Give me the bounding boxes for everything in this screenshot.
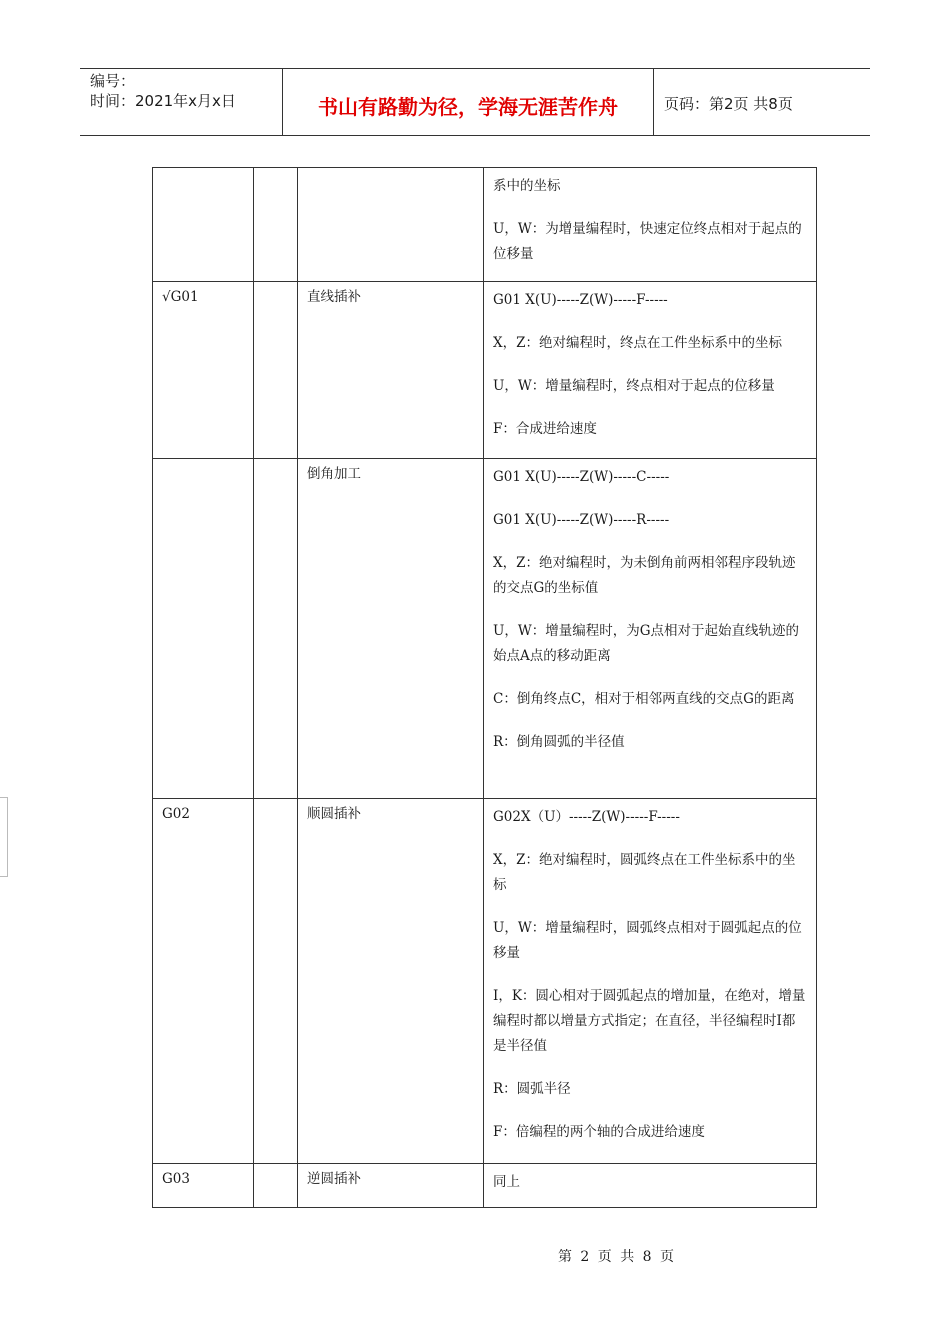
description-line: G01 X(U)-----Z(W)-----F----- bbox=[493, 292, 668, 308]
instruction-description-cell bbox=[484, 799, 817, 1164]
instruction-code-cell-text: G03 bbox=[162, 1171, 190, 1187]
description-line: F：合成进给速度 bbox=[493, 421, 597, 437]
instruction-description-cell bbox=[484, 282, 817, 459]
instruction-name-cell bbox=[298, 282, 484, 459]
page-footer: 第 2 页 共 8 页 bbox=[557, 1249, 677, 1265]
instruction-table bbox=[152, 167, 817, 1208]
header-motto: 书山有路勤为径，学海无涯苦作舟 bbox=[282, 69, 654, 135]
description-line: U，W：增量编程时，为G点相对于起始直线轨迹的始点A点的移动距离 bbox=[493, 623, 800, 664]
table-row bbox=[153, 282, 817, 459]
instruction-code-cell bbox=[153, 168, 254, 282]
description-line: 系中的坐标 bbox=[493, 178, 561, 194]
instruction-name-cell-text: 倒角加工 bbox=[307, 466, 361, 482]
instruction-code-cell-text: G02 bbox=[162, 806, 190, 822]
instruction-code-cell bbox=[153, 1164, 254, 1208]
description-line: U，W：增量编程时，圆弧终点相对于圆弧起点的位移量 bbox=[493, 920, 802, 961]
instruction-blank-cell-text bbox=[254, 282, 297, 288]
description-line: G01 X(U)-----Z(W)-----C----- bbox=[493, 469, 670, 485]
instruction-code-cell bbox=[153, 459, 254, 799]
instruction-table-body bbox=[153, 168, 817, 1208]
instruction-name-cell-text bbox=[298, 168, 483, 174]
description-line: G01 X(U)-----Z(W)-----R----- bbox=[493, 512, 670, 528]
instruction-name-cell bbox=[298, 1164, 484, 1208]
instruction-name-cell bbox=[298, 168, 484, 282]
description-line: 同上 bbox=[493, 1174, 520, 1190]
description-line: X，Z：绝对编程时，圆弧终点在工件坐标系中的坐标 bbox=[493, 852, 796, 893]
document-number-label: 编号： bbox=[90, 72, 136, 90]
side-margin-mark bbox=[0, 797, 8, 877]
table-row bbox=[153, 1164, 817, 1208]
description-line: C：倒角终点C，相对于相邻两直线的交点G的距离 bbox=[493, 691, 795, 707]
description-line: F：倍编程的两个轴的合成进给速度 bbox=[493, 1124, 705, 1140]
instruction-description-cell bbox=[484, 168, 817, 282]
description-paragraphs bbox=[484, 168, 816, 275]
instruction-code-cell-text bbox=[153, 168, 253, 174]
instruction-code-cell bbox=[153, 799, 254, 1164]
description-line: R：圆弧半径 bbox=[493, 1081, 571, 1097]
instruction-code-cell bbox=[153, 282, 254, 459]
instruction-blank-cell-text bbox=[254, 1164, 297, 1170]
description-line: U，W：为增量编程时，快速定位终点相对于起点的位移量 bbox=[493, 221, 802, 262]
instruction-name-cell bbox=[298, 799, 484, 1164]
instruction-blank-cell bbox=[254, 282, 298, 459]
instruction-blank-cell-text bbox=[254, 799, 297, 805]
header-page-info: 页码：第2页 共8页 bbox=[664, 95, 793, 113]
description-line: U，W：增量编程时，终点相对于起点的位移量 bbox=[493, 378, 775, 394]
header-meta bbox=[80, 69, 282, 135]
page-header bbox=[80, 68, 870, 136]
table-row bbox=[153, 168, 817, 282]
instruction-blank-cell bbox=[254, 799, 298, 1164]
description-line: X，Z：绝对编程时，为未倒角前两相邻程序段轨迹的交点G的坐标值 bbox=[493, 555, 796, 596]
instruction-blank-cell bbox=[254, 459, 298, 799]
table-row bbox=[153, 799, 817, 1164]
instruction-code-cell-text: √G01 bbox=[162, 289, 199, 305]
description-paragraphs bbox=[484, 799, 816, 1153]
description-paragraphs bbox=[484, 459, 816, 763]
description-paragraphs bbox=[484, 282, 816, 450]
table-row bbox=[153, 459, 817, 799]
description-paragraphs bbox=[484, 1164, 816, 1203]
description-line: I，K：圆心相对于圆弧起点的增加量，在绝对，增量编程时都以增量方式指定；在直径，半径编程时I都是半径值 bbox=[493, 988, 806, 1054]
instruction-blank-cell bbox=[254, 168, 298, 282]
description-line: X，Z：绝对编程时，终点在工件坐标系中的坐标 bbox=[493, 335, 782, 351]
instruction-blank-cell bbox=[254, 1164, 298, 1208]
description-line: R：倒角圆弧的半径值 bbox=[493, 734, 625, 750]
instruction-description-cell bbox=[484, 459, 817, 799]
document-time-label: 时间：2021年x月x日 bbox=[90, 92, 236, 110]
description-line: G02X（U）-----Z(W)-----F----- bbox=[493, 809, 680, 825]
instruction-name-cell bbox=[298, 459, 484, 799]
instruction-description-cell bbox=[484, 1164, 817, 1208]
instruction-name-cell-text: 直线插补 bbox=[307, 289, 361, 305]
instruction-name-cell-text: 逆圆插补 bbox=[307, 1171, 361, 1187]
instruction-blank-cell-text bbox=[254, 168, 297, 174]
instruction-code-cell-text bbox=[153, 459, 253, 465]
instruction-name-cell-text: 顺圆插补 bbox=[307, 806, 361, 822]
instruction-blank-cell-text bbox=[254, 459, 297, 465]
